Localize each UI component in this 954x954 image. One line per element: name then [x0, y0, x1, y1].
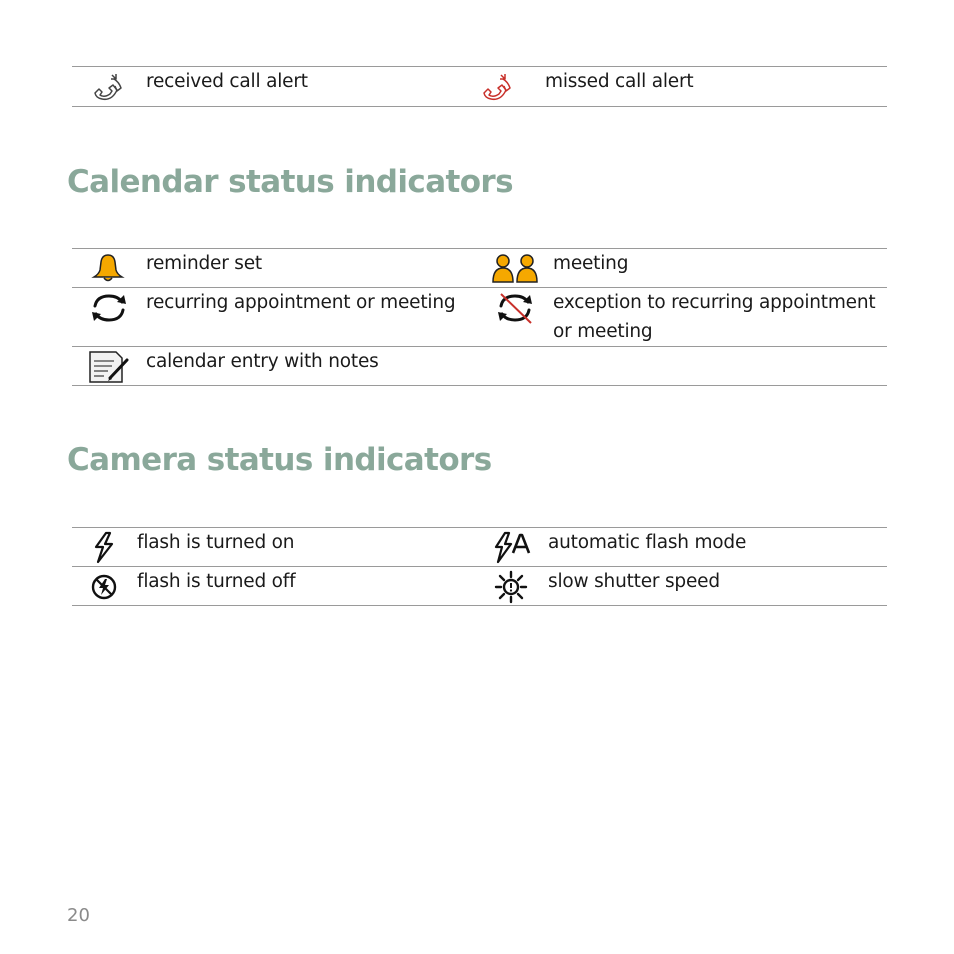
exception-label-line2: or meeting	[553, 321, 653, 342]
recurring-icon	[87, 292, 131, 324]
missed-call-icon	[481, 71, 515, 105]
slow-shutter-label: slow shutter speed	[548, 571, 720, 592]
recurring-exception-icon	[493, 292, 537, 324]
flash-off-label: flash is turned off	[137, 571, 296, 592]
meeting-icon	[491, 251, 539, 285]
reminder-label: reminder set	[146, 253, 262, 274]
table-row	[72, 67, 887, 107]
page-number: 20	[67, 905, 90, 926]
notes-icon	[88, 350, 130, 384]
notes-label: calendar entry with notes	[146, 351, 379, 372]
table-row	[72, 288, 887, 347]
call-alerts-table	[72, 66, 887, 107]
flash-off-icon	[90, 573, 118, 601]
calendar-indicators-table	[72, 248, 887, 386]
exception-label-line1: exception to recurring appointment	[553, 292, 876, 313]
slow-shutter-icon	[494, 570, 528, 604]
table-row	[72, 528, 887, 567]
received-call-icon	[92, 71, 126, 105]
bell-icon	[90, 252, 126, 284]
camera-indicators-table	[72, 527, 887, 606]
auto-flash-icon	[493, 531, 531, 565]
table-row	[72, 249, 887, 288]
meeting-label: meeting	[553, 253, 629, 274]
auto-flash-label: automatic flash mode	[548, 532, 747, 553]
table-row	[72, 567, 887, 606]
flash-on-label: flash is turned on	[137, 532, 295, 553]
received-call-label: received call alert	[146, 71, 308, 92]
flash-on-icon	[92, 531, 116, 565]
missed-call-label: missed call alert	[545, 71, 694, 92]
camera-heading: Camera status indicators	[67, 442, 492, 478]
table-row	[72, 347, 887, 386]
calendar-heading: Calendar status indicators	[67, 164, 513, 200]
recurring-label: recurring appointment or meeting	[146, 292, 456, 313]
